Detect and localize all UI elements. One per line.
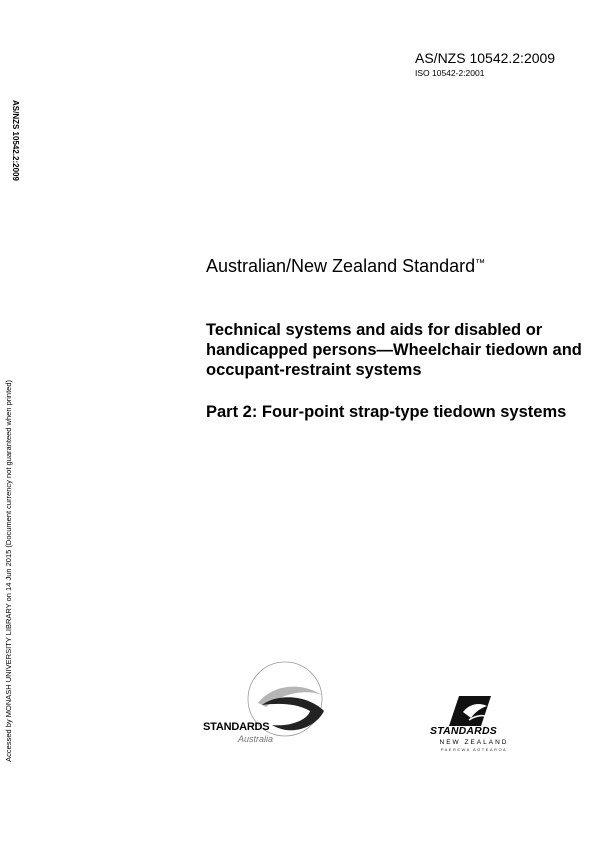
standards-australia-name: STANDARDS	[203, 721, 270, 733]
trademark-symbol: ™	[475, 258, 486, 269]
part-title: Part 2: Four-point strap-type tiedown systems	[206, 403, 567, 421]
iso-number: ISO 10542-2:2001	[415, 68, 485, 78]
access-watermark: Accessed by MONASH UNIVERSITY LIBRARY on 14 Jun 2015 (Document currency not guaranteed when printed)	[4, 380, 13, 762]
standards-nz-sub: NEW ZEALAND	[439, 739, 509, 746]
standards-nz-name: STANDARDS	[430, 725, 497, 737]
document-number: AS/NZS 10542.2:2009	[415, 50, 556, 66]
spine-document-code: AS/NZS 10542.2:2009	[11, 100, 20, 181]
standards-nz-maori: PAEREWA AOTEAROA	[440, 747, 508, 752]
series-title-text: Australian/New Zealand Standard	[206, 256, 476, 276]
standards-australia-logo	[200, 655, 345, 755]
series-title	[206, 256, 485, 277]
standards-nz-logo	[425, 690, 525, 760]
standards-australia-sub: Australia	[238, 734, 274, 744]
main-title: Technical systems and aids for disabled or handicapped persons—Wheelchair tiedown and occupant-restraint systems	[206, 321, 582, 379]
standards-nz-emblem-icon	[425, 690, 525, 730]
